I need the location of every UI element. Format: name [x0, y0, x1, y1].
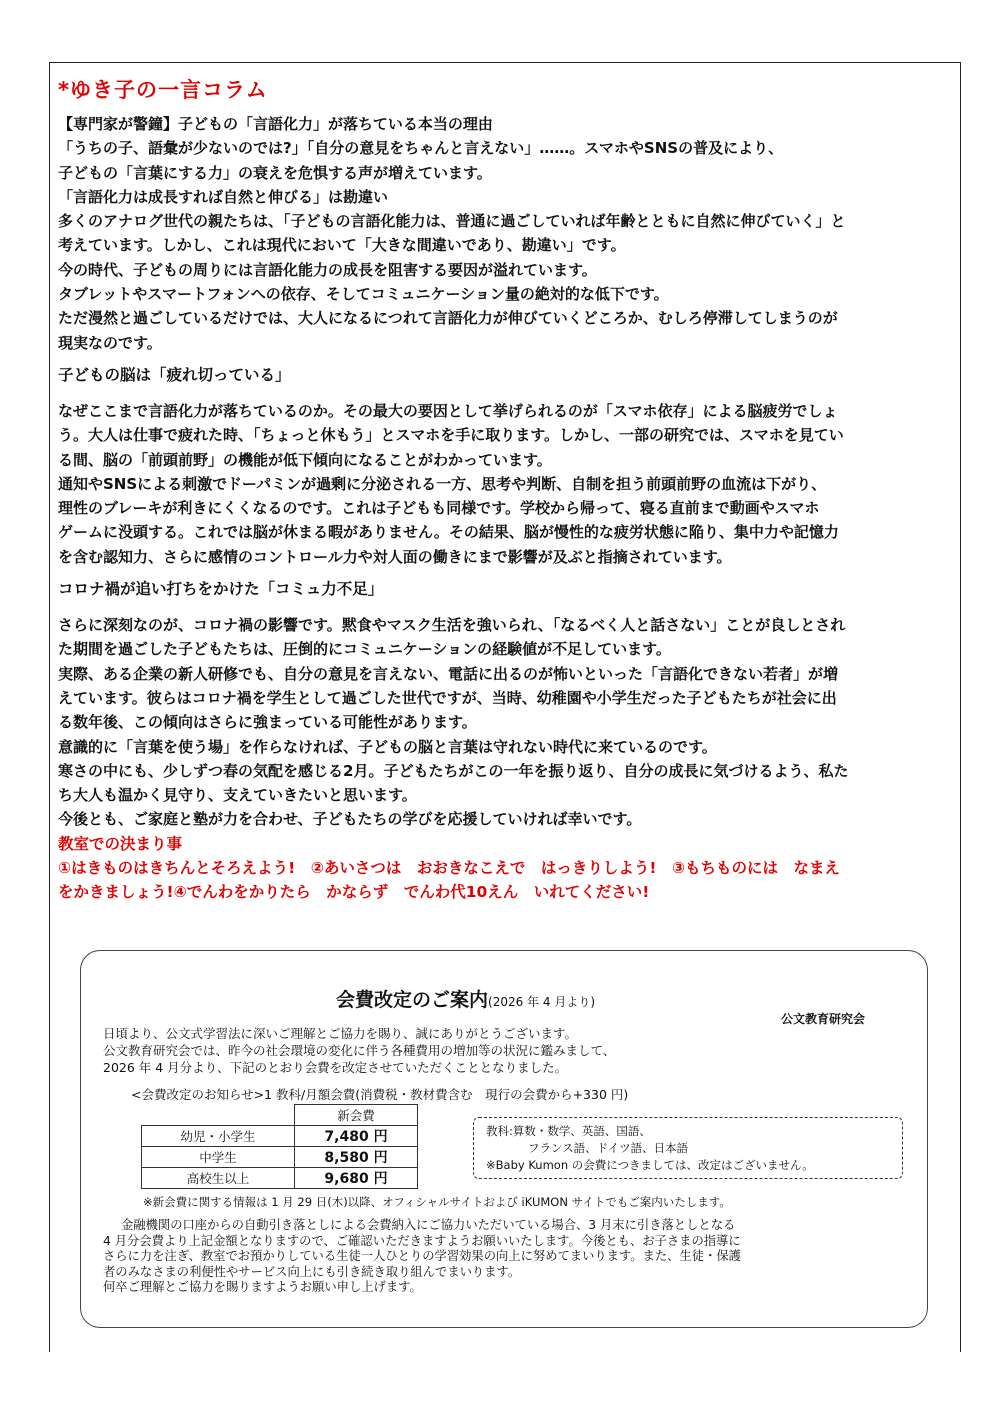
fee-intro-line: 2026 年 4 月分より、下記のとおり会費を改定させていただくこととなりました。 — [103, 1060, 568, 1075]
intro-line: 「言語化力は成長すれば自然と伸びる」は勘違い — [58, 187, 389, 206]
fee-table-header: 新会費 — [295, 1105, 418, 1126]
column-title: *ゆき子の一言コラム — [58, 78, 268, 102]
section-covid — [58, 613, 958, 832]
fee-category: 高校生以上 — [142, 1168, 295, 1189]
fee-notice-line: <会費改定のお知らせ>1 教科/月額会費(消費税・教材費含む 現行の会費から+330 円) — [131, 1087, 629, 1102]
fee-intro-line: 日頃より、公文式学習法に深いご理解とご協力を賜り、誠にありがとうございます。 — [103, 1026, 578, 1041]
subjects-line: フランス語、ドイツ語、日本語 — [528, 1141, 689, 1155]
table-row — [142, 1147, 418, 1168]
section-line: 実際、ある企業の新人研修でも、自分の意見を言えない、電話に出るのが怖いといった「言語化できない若者」が増 — [58, 664, 839, 683]
section-line: さらに深刻なのが、コロナ禍の影響です。黙食やマスク生活を強いられ、「なるべく人と話さない」ことが良しとされ — [58, 616, 846, 635]
intro-line: 「うちの子、語彙が少ないのでは?」「自分の意見をちゃんと言えない」……。スマホやSNSの普及により、 — [58, 139, 784, 158]
table-row — [142, 1126, 418, 1147]
column-body — [58, 112, 958, 905]
intro-line: 現実なのです。 — [58, 333, 162, 352]
section-line: る間、脳の「前頭前野」の機能が低下傾向になることがわかっています。 — [58, 450, 552, 469]
section-line: えています。彼らはコロナ禍を学生として過ごした世代ですが、当時、幼稚園や小学生だった子どもたちが社会に出 — [58, 688, 837, 707]
section-line: 寒さの中にも、少しずつ春の気配を感じる2月。子どもたちがこの一年を振り返り、自分の成長に気づけるよう、私た — [58, 761, 849, 780]
fee-title-main: 会費改定のご案内 — [336, 989, 489, 1011]
fee-category: 幼児・小学生 — [142, 1126, 295, 1147]
section-heading-brain: 子どもの脳は「疲れ切っている」 — [58, 365, 291, 384]
section-line: なぜここまで言語化力が落ちているのか。その最大の要因として挙げられるのが「スマホ依存」による脳疲労でしょ — [58, 401, 838, 420]
section-line: ち大人も温かく見守り、支えていきたいと思います。 — [58, 786, 417, 805]
section-heading-covid: コロナ禍が追い打ちをかけた「コミュ力不足」 — [58, 580, 384, 599]
fee-price: 9,680 円 — [295, 1168, 418, 1189]
column-intro — [58, 112, 958, 355]
section-line: 意識的に「言葉を使う場」を作らなければ、子どもの脳と言葉は守れない時代に来ているのです。 — [58, 737, 717, 756]
intro-line: 今の時代、子どもの周りには言語化能力の成長を阻害する要因が溢れています。 — [58, 260, 597, 279]
intro-line: 【専門家が警鐘】子どもの「言語化力」が落ちている本当の理由 — [58, 115, 493, 133]
intro-line: 多くのアナログ世代の親たちは、「子どもの言語化能力は、普通に過ごしていれば年齢とともに自然に伸びていく」と — [58, 212, 846, 231]
fee-table — [141, 1104, 418, 1189]
bank-line: 金融機関の口座からの自動引き落としによる会費納入にご協力いただいている場合、3 月末に引き落としとなる — [121, 1218, 736, 1232]
section-line: た期間を過ごした子どもたちは、圧倒的にコミュニケーションの経験値が不足しています。 — [58, 640, 671, 659]
fee-note: ※新会費に関する情報は 1 月 29 日(木)以降、オフィシャルサイトおよび iKUMON サイトでもご案内いたします。 — [143, 1195, 731, 1209]
fee-title — [336, 985, 595, 1012]
fee-organization: 公文教育研究会 — [781, 1012, 866, 1026]
fee-price: 8,580 円 — [295, 1147, 418, 1168]
section-line: う。大人は仕事で疲れた時、「ちょっと休もう」とスマホを手に取ります。しかし、一部の研究では、スマホを見てい — [58, 426, 844, 445]
section-line: る数年後、この傾向はさらに強まっている可能性があります。 — [58, 713, 477, 732]
subjects-line: 教科:算数・数学、英語、国語、 — [486, 1124, 651, 1138]
fee-category: 中学生 — [142, 1147, 295, 1168]
section-line: を含む認知力、さらに感情のコントロール力や対人面の働きにまで影響が及ぶと指摘されています。 — [58, 547, 732, 566]
fee-revision-notice — [80, 950, 928, 1328]
intro-line: 子どもの「言葉にする力」の衰えを危惧する声が増えています。 — [58, 163, 492, 182]
subjects-line: ※Baby Kumon の会費につきましては、改定はございません。 — [486, 1158, 814, 1172]
intro-line: タブレットやスマートフォンへの依存、そしてコミュニケーション量の絶対的な低下です。 — [58, 285, 669, 304]
fee-title-sub: (2026 年 4 月より) — [488, 995, 595, 1009]
bank-line: 何卒ご理解とご協力を賜りますようお願い申し上げます。 — [103, 1280, 422, 1294]
intro-line: ただ漫然と過ごしているだけでは、大人になるにつれて言語化力が伸びていくどころか、むしろ停滞してしまうのが — [58, 309, 838, 328]
bank-line: 者のみなさまの利便性やサービス向上にも引き続き取り組んでまいります。 — [103, 1264, 521, 1279]
section-line: 理性のブレーキが利きにくくなるのです。これは子どもも同様です。学校から帰って、寝る直前まで動画やスマホ — [58, 499, 820, 518]
section-line: 今後とも、ご家庭と塾が力を合わせ、子どもたちの学びを応援していければ幸いです。 — [58, 810, 642, 829]
rules-heading: 教室での決まり事 — [58, 834, 183, 853]
section-brain — [58, 399, 958, 569]
section-line: 通知やSNSによる刺激でドーパミンが過剰に分泌される一方、思考や判断、自制を担う前頭前野の血流は下がり、 — [58, 474, 827, 493]
fee-intro — [103, 1025, 615, 1076]
fee-price: 7,480 円 — [295, 1126, 418, 1147]
fee-intro-line: 公文教育研究会では、昨今の社会環境の変化に伴う各種費用の増加等の状況に鑑みまして、 — [103, 1043, 616, 1058]
bank-line: 4 月分会費より上記金額となりますので、ご確認いただきますようお願いいたします。今後とも、お子さまの指導に — [103, 1233, 741, 1248]
rules-line: ①はきものはきちんとそろえよう! ②あいさつは おおきなこえで はっきりしよう! ③もちものには なまえ — [58, 859, 841, 878]
section-line: ゲームに没頭する。これでは脳が休まる暇がありません。その結果、脳が慢性的な疲労状態に陥り、集中力や記憶力 — [58, 523, 839, 542]
fee-table-header-row — [142, 1105, 418, 1126]
intro-line: 考えています。しかし、これは現代において「大きな間違いであり、勘違い」です。 — [58, 236, 626, 255]
fee-subjects-box — [473, 1117, 903, 1179]
classroom-rules — [58, 832, 958, 905]
bank-line: さらに力を注ぎ、教室でお預かりしている生徒一人ひとりの学習効果の向上に努めてまいります。また、生徒・保護 — [103, 1249, 741, 1263]
rules-line: をかきましょう!④でんわをかりたら かならず でんわ代10えん いれてください! — [58, 883, 650, 902]
fee-bank-debit-text — [103, 1218, 741, 1296]
table-row — [142, 1168, 418, 1189]
fee-table-blank-cell — [142, 1105, 295, 1126]
